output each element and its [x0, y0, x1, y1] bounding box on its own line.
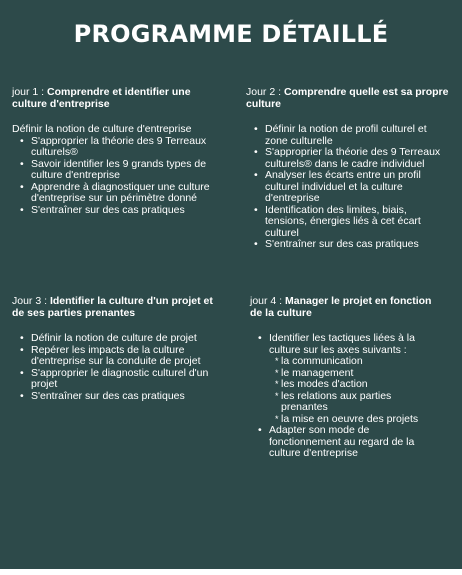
- day-4-title: Manager le projet en fonction de la culture: [250, 295, 432, 319]
- day-3-list: [20, 333, 222, 402]
- day-3-title: Identifier la culture d'un projet et de ses parties prenantes: [12, 295, 213, 319]
- list-item: • Repérer les impacts de la culture d'entreprise sur la conduite de projet: [20, 345, 222, 368]
- list-item: • S'entraîner sur des cas pratiques: [20, 205, 222, 217]
- list-item: [258, 333, 440, 425]
- list-item: • Adapter son mode de fonctionnement au regard de la culture d'entreprise: [258, 425, 440, 460]
- day-4-list: [258, 333, 440, 460]
- day-2-label: Jour 2 :: [246, 86, 284, 98]
- day-3-heading: [12, 296, 222, 319]
- day-2-list: [254, 124, 451, 251]
- day-4-heading: [250, 296, 440, 319]
- day-1-section: [12, 87, 222, 216]
- list-item: • Analyser les écarts entre un profil culturel individuel et la culture d'entreprise: [254, 170, 451, 205]
- list-item: • Apprendre à diagnostiquer une culture d'entreprise sur un périmètre donné: [20, 182, 222, 205]
- bottom-border: [0, 569, 462, 575]
- sub-list-item: * les modes d'action: [269, 379, 440, 391]
- day-3-section: [12, 296, 222, 402]
- list-item: • S'approprier la théorie des 9 Terreaux culturels® dans le cadre individuel: [254, 147, 451, 170]
- day-1-title: Comprendre et identifier une culture d'entreprise: [12, 86, 191, 110]
- day-1-heading: [12, 87, 222, 110]
- sub-list-item: * la mise en oeuvre des projets: [269, 414, 440, 426]
- list-item: • S'entraîner sur des cas pratiques: [254, 239, 451, 251]
- page-title: PROGRAMME DÉTAILLÉ: [73, 20, 389, 48]
- list-item-text: Identifier les tactiques liées à la culture sur les axes suivants :: [269, 332, 415, 356]
- day-3-label: Jour 3 :: [12, 295, 50, 307]
- day-4-sublist: [269, 356, 440, 425]
- list-item: • Savoir identifier les 9 grands types de culture d'entreprise: [20, 159, 222, 182]
- list-item: • Définir la notion de profil culturel et zone culturelle: [254, 124, 451, 147]
- day-2-section: [246, 87, 451, 251]
- list-item: • S'approprier la théorie des 9 Terreaux culturels®: [20, 136, 222, 159]
- day-4-label: jour 4 :: [250, 295, 286, 307]
- day-1-intro: Définir la notion de culture d'entreprise: [12, 123, 192, 135]
- list-item: • Définir la notion de culture de projet: [20, 333, 222, 345]
- sub-list-item: * le management: [269, 368, 440, 380]
- day-2-heading: [246, 87, 451, 110]
- list-item: • Identification des limites, biais, tensions, énergies liés à cet écart culturel: [254, 205, 451, 240]
- list-item: • S'entraîner sur des cas pratiques: [20, 391, 222, 403]
- day-1-label: jour 1 :: [12, 86, 48, 98]
- day-2-title: Comprendre quelle est sa propre culture: [246, 86, 449, 110]
- day-1-list: [20, 136, 222, 217]
- list-item: • S'approprier le diagnostic culturel d'un projet: [20, 368, 222, 391]
- sub-list-item: * la communication: [269, 356, 440, 368]
- day-4-section: [250, 296, 440, 460]
- sub-list-item: * les relations aux parties prenantes: [269, 391, 440, 414]
